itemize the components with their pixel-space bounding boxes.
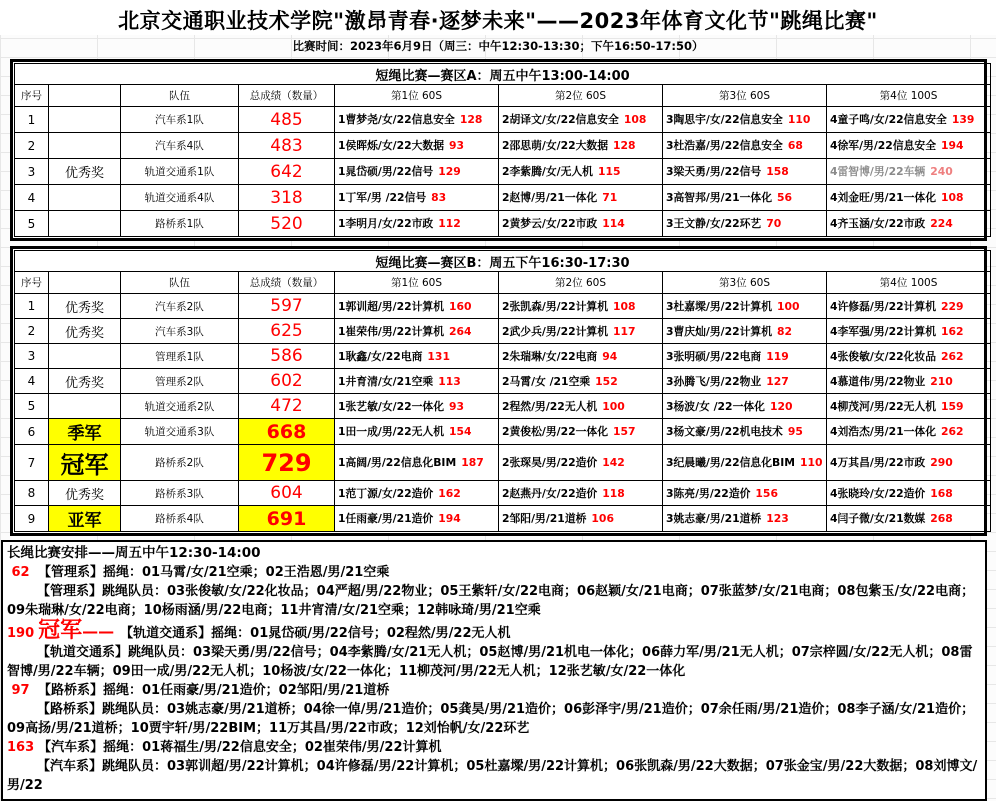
player-name: 3杜浩嘉/男/22信息安全: [666, 139, 783, 152]
player-result-cell: [827, 294, 991, 319]
column-header: 第2位 60S: [499, 272, 663, 294]
player-name: 4齐玉涵/女/22市政: [830, 217, 926, 230]
player-count: 262: [941, 425, 964, 438]
sequence-cell: 1: [15, 294, 49, 319]
column-header: 第1位 60S: [335, 272, 499, 294]
player-name: 3王文静/女/22环艺: [666, 217, 762, 230]
player-count: 162: [941, 324, 964, 338]
player-result-cell: [663, 159, 827, 185]
column-header: 队伍: [121, 272, 239, 294]
player-name: 2胡译文/女/22信息安全: [502, 113, 619, 126]
player-result-cell: [499, 344, 663, 369]
player-count: 262: [941, 349, 964, 363]
team-name-cell: 路桥系4队: [121, 506, 239, 532]
sequence-cell: 2: [15, 133, 49, 159]
player-result-cell: [335, 133, 499, 159]
section-score: 62: [11, 565, 30, 580]
player-name: 4童子鸣/女/22信息安全: [830, 113, 947, 126]
player-count: 113: [438, 374, 461, 388]
total-score-cell: 472: [239, 394, 335, 419]
award-cell: 优秀奖: [49, 159, 121, 185]
player-result-cell: [663, 185, 827, 211]
player-result-cell: [827, 344, 991, 369]
player-count: 83: [431, 191, 447, 204]
player-result-cell: [335, 369, 499, 394]
player-name: 4许修磊/男/22计算机: [830, 299, 937, 313]
player-result-cell: [663, 445, 827, 481]
team-name-cell: 汽车系2队: [121, 294, 239, 319]
total-score-cell: 485: [239, 107, 335, 133]
total-score-cell: 602: [239, 369, 335, 394]
player-name: 2邹阳/男/21道桥: [502, 512, 587, 525]
zone-a-table-box: [10, 59, 987, 241]
team-name-cell: 轨道交通系3队: [121, 419, 239, 445]
player-count: 229: [941, 299, 964, 313]
award-cell: 优秀奖: [49, 369, 121, 394]
award-cell: 亚军: [49, 506, 121, 532]
team-name-cell: 管理系1队: [121, 344, 239, 369]
player-count: 264: [449, 324, 472, 338]
player-name: 2张琛昊/男/22造价: [502, 456, 598, 469]
player-count: 112: [438, 217, 461, 230]
award-cell: [49, 344, 121, 369]
player-result-cell: [499, 445, 663, 481]
rope-turners-line: [7, 738, 981, 757]
total-score-cell: 597: [239, 294, 335, 319]
player-name: 1李明月/女/22市政: [338, 217, 434, 230]
player-count: 108: [941, 191, 964, 204]
player-name: 1晁岱硕/男/22信号: [338, 165, 434, 178]
player-result-cell: [499, 107, 663, 133]
player-name: 4刘浩杰/男/21一体化: [830, 425, 937, 438]
rope-turners-line: [7, 681, 981, 700]
column-header: 第3位 60S: [663, 272, 827, 294]
player-count: 129: [438, 165, 461, 178]
result-row: [15, 344, 991, 369]
player-result-cell: [499, 419, 663, 445]
team-name-cell: 路桥系2队: [121, 445, 239, 481]
player-result-cell: [827, 133, 991, 159]
sequence-cell: 6: [15, 419, 49, 445]
player-name: 4雷智博/男/22车辆: [830, 165, 926, 178]
player-result-cell: [663, 319, 827, 344]
player-name: 1井育清/女/21空乘: [338, 374, 434, 388]
player-name: 2黄俊松/男/22一体化: [502, 425, 609, 438]
result-row: [15, 394, 991, 419]
sequence-cell: 9: [15, 506, 49, 532]
team-name-cell: 轨道交通系1队: [121, 159, 239, 185]
player-name: 3纪晨曦/男/22信息化BIM: [666, 456, 795, 469]
team-name-cell: 汽车系3队: [121, 319, 239, 344]
sequence-cell: 8: [15, 481, 49, 506]
player-result-cell: [827, 319, 991, 344]
player-name: 3杜嘉墚/男/22计算机: [666, 299, 773, 313]
player-count: 71: [602, 191, 618, 204]
team-name-cell: 路桥系3队: [121, 481, 239, 506]
player-count: 152: [595, 374, 618, 388]
player-result-cell: [663, 133, 827, 159]
sequence-cell: 3: [15, 159, 49, 185]
player-name: 4闫子微/女/21数媒: [830, 512, 926, 525]
player-count: 68: [787, 139, 803, 152]
player-result-cell: [827, 419, 991, 445]
player-name: 3曹庆灿/男/22计算机: [666, 324, 773, 338]
total-score-cell: 586: [239, 344, 335, 369]
player-result-cell: [663, 506, 827, 532]
player-count: 56: [777, 191, 793, 204]
award-cell: 优秀奖: [49, 294, 121, 319]
turners-text: 【路桥系】摇绳：01任雨豪/男/21造价；02邹阳/男/21道桥: [38, 683, 390, 698]
player-result-cell: [335, 394, 499, 419]
player-count: 128: [459, 113, 483, 126]
player-name: 2赵燕丹/女/22造价: [502, 486, 598, 500]
player-count: 95: [787, 425, 803, 438]
player-count: 162: [438, 486, 461, 500]
rope-turners-line: [7, 563, 981, 582]
turners-text: 【汽车系】摇绳：01蒋福生/男/22信息安全；02崔荣伟/男/22计算机: [38, 740, 442, 755]
player-name: 2黄梦云/女/22市政: [502, 217, 598, 230]
player-count: 128: [613, 139, 636, 152]
player-name: 4刘金旺/男/21一体化: [830, 191, 937, 204]
jumpers-text: 【汽车系】跳绳队员：03郭训超/男/22计算机；04许修磊/男/22计算机；05杜嘉墚/男/22计算机；06张凯森/男/22大数据；07张金宝/男/22大数据；08刘博文/男/22: [7, 759, 978, 793]
sequence-cell: 4: [15, 185, 49, 211]
player-count: 108: [623, 113, 647, 126]
player-count: 114: [602, 217, 625, 230]
player-result-cell: [335, 319, 499, 344]
column-header: [49, 272, 121, 294]
result-row: [15, 481, 991, 506]
player-count: 160: [449, 299, 472, 313]
long-rope-section: [7, 681, 981, 738]
player-count: 268: [930, 512, 953, 525]
total-score-cell: 668: [239, 419, 335, 445]
team-name-cell: 汽车系4队: [121, 133, 239, 159]
player-count: 100: [602, 399, 625, 413]
column-header: 第2位 60S: [499, 85, 663, 107]
player-name: 4徐军/男/22信息安全: [830, 139, 937, 152]
total-score-cell: 520: [239, 211, 335, 237]
player-count: 70: [766, 217, 782, 230]
player-result-cell: [499, 394, 663, 419]
column-header: 总成绩（数量）: [239, 85, 335, 107]
player-count: 119: [766, 349, 789, 363]
team-name-cell: 轨道交通系4队: [121, 185, 239, 211]
player-name: 2朱瑞琳/女/22电商: [502, 349, 598, 363]
player-result-cell: [663, 211, 827, 237]
award-cell: [49, 394, 121, 419]
turners-text: 【管理系】摇绳：01马霄/女/21空乘；02王浩恩/男/21空乘: [38, 565, 390, 580]
player-result-cell: [827, 481, 991, 506]
player-name: 3陈亮/男/22造价: [666, 486, 751, 500]
zone-a-results-table: [14, 63, 991, 237]
player-name: 4柳茂河/男/22无人机: [830, 399, 937, 413]
player-result-cell: [499, 159, 663, 185]
total-score-cell: 318: [239, 185, 335, 211]
player-name: 4张俊敏/女/22化妆品: [830, 349, 937, 363]
player-name: 1崔荣伟/男/22计算机: [338, 324, 445, 338]
player-result-cell: [827, 506, 991, 532]
player-result-cell: [663, 369, 827, 394]
player-count: 142: [602, 456, 625, 469]
player-name: 1高阔/男/22信息化BIM: [338, 456, 457, 469]
player-result-cell: [499, 211, 663, 237]
player-result-cell: [335, 506, 499, 532]
player-name: 4李军强/男/22计算机: [830, 324, 937, 338]
page-title: 北京交通职业技术学院"激昂青春·逐梦未来"——2023年体育文化节"跳绳比赛": [0, 0, 996, 35]
long-rope-section: [7, 738, 981, 795]
player-result-cell: [827, 211, 991, 237]
player-name: 2李紫腾/女/无人机: [502, 165, 593, 178]
award-cell: [49, 211, 121, 237]
player-result-cell: [663, 107, 827, 133]
player-name: 2赵博/男/21一体化: [502, 191, 598, 204]
player-count: 158: [766, 165, 789, 178]
sequence-cell: 4: [15, 369, 49, 394]
player-result-cell: [335, 185, 499, 211]
player-count: 131: [427, 349, 450, 363]
sequence-cell: 7: [15, 445, 49, 481]
player-result-cell: [663, 394, 827, 419]
player-result-cell: [499, 185, 663, 211]
column-header: 总成绩（数量）: [239, 272, 335, 294]
sequence-cell: 5: [15, 394, 49, 419]
total-score-cell: 642: [239, 159, 335, 185]
player-name: 3姚志豪/男/21道桥: [666, 512, 762, 525]
player-result-cell: [663, 344, 827, 369]
player-result-cell: [335, 481, 499, 506]
player-count: 156: [755, 486, 778, 500]
award-cell: [49, 107, 121, 133]
column-header: 第4位 100S: [827, 272, 991, 294]
team-name-cell: 汽车系1队: [121, 107, 239, 133]
player-name: 2邵思萌/女/22大数据: [502, 139, 609, 152]
result-row: [15, 211, 991, 237]
player-count: 100: [777, 299, 800, 313]
player-count: 120: [769, 399, 793, 413]
team-name-cell: 轨道交通系2队: [121, 394, 239, 419]
player-count: 187: [461, 456, 484, 469]
player-name: 1曹梦尧/女/22信息安全: [338, 113, 455, 126]
table-section-title: 短绳比赛—赛区A：周五中午13:00-14:00: [15, 64, 991, 85]
player-result-cell: [335, 211, 499, 237]
player-count: 117: [613, 324, 636, 338]
player-count: 123: [766, 512, 789, 525]
rope-turners-line: [7, 620, 981, 643]
result-row: [15, 506, 991, 532]
team-name-cell: 管理系2队: [121, 369, 239, 394]
zone-b-table-box: [10, 246, 987, 536]
player-name: 1郭训超/男/22计算机: [338, 299, 445, 313]
player-result-cell: [827, 369, 991, 394]
sequence-cell: 1: [15, 107, 49, 133]
player-count: 115: [597, 165, 621, 178]
player-result-cell: [663, 481, 827, 506]
result-row: [15, 445, 991, 481]
player-result-cell: [335, 419, 499, 445]
player-name: 3杨文豪/男/22机电技术: [666, 425, 783, 438]
player-name: 4慕道伟/男/22物业: [830, 374, 926, 388]
player-count: 194: [941, 139, 964, 152]
result-row: [15, 185, 991, 211]
column-header: 第1位 60S: [335, 85, 499, 107]
jumpers-text: 【管理系】跳绳队员：03张俊敏/女/22化妆品；04严超/男/22物业；05王紫轩/女/22电商；06赵颖/女/21电商；07张蓝梦/女/21电商；08包紫玉/女/22电商；09朱瑞琳/女/22电商；10杨雨涵/男/22电商；11井宵清/女/21空乘；12韩咏琦/男/21空乘: [7, 584, 975, 618]
player-result-cell: [827, 394, 991, 419]
player-name: 1任雨豪/男/21造价: [338, 512, 434, 525]
player-result-cell: [335, 445, 499, 481]
total-score-cell: 729: [239, 445, 335, 481]
player-result-cell: [335, 107, 499, 133]
total-score-cell: 691: [239, 506, 335, 532]
result-row: [15, 419, 991, 445]
player-count: 127: [766, 374, 789, 388]
player-count: 93: [449, 139, 465, 152]
player-result-cell: [499, 294, 663, 319]
player-count: 168: [930, 486, 953, 500]
player-name: 1田一成/男/22无人机: [338, 425, 445, 438]
player-result-cell: [335, 294, 499, 319]
turners-text: 【轨道交通系】摇绳：01晁岱硕/男/22信号；02程然/男/22无人机: [120, 626, 511, 641]
player-result-cell: [499, 319, 663, 344]
player-name: 1丁军/男 /22信号: [338, 191, 427, 204]
result-row: [15, 159, 991, 185]
player-result-cell: [335, 344, 499, 369]
zone-b-results-table: [14, 250, 991, 532]
section-score: 97: [11, 683, 30, 698]
player-name: 3高智邦/男/21一体化: [666, 191, 773, 204]
champion-label: 冠军: [38, 618, 83, 643]
player-name: 1侯晖烁/女/22大数据: [338, 139, 445, 152]
column-header: 序号: [15, 85, 49, 107]
column-header: 序号: [15, 272, 49, 294]
player-name: 2程然/男/22无人机: [502, 399, 598, 413]
long-rope-schedule-box: [1, 540, 987, 801]
player-name: 3张明硕/男/22电商: [666, 349, 762, 363]
result-row: [15, 319, 991, 344]
player-count: 94: [602, 349, 618, 363]
player-result-cell: [827, 445, 991, 481]
player-result-cell: [499, 506, 663, 532]
player-name: 2张凯森/男/22计算机: [502, 299, 609, 313]
team-name-cell: 路桥系1队: [121, 211, 239, 237]
player-result-cell: [499, 133, 663, 159]
section-score: 163: [7, 740, 35, 755]
player-result-cell: [827, 185, 991, 211]
result-row: [15, 294, 991, 319]
total-score-cell: 625: [239, 319, 335, 344]
long-rope-title: 长绳比赛安排——周五中午12:30-14:00: [7, 545, 261, 561]
column-header: 第4位 100S: [827, 85, 991, 107]
player-count: 290: [930, 456, 953, 469]
player-name: 3孙腾飞/男/22物业: [666, 374, 762, 388]
player-count: 154: [449, 425, 472, 438]
player-count: 194: [438, 512, 461, 525]
player-count: 240: [930, 165, 953, 178]
player-name: 3梁天勇/男/22信号: [666, 165, 762, 178]
player-count: 159: [941, 399, 964, 413]
award-cell: 季军: [49, 419, 121, 445]
player-count: 118: [602, 486, 625, 500]
player-count: 110: [800, 456, 823, 469]
player-count: 82: [777, 324, 793, 338]
player-count: 110: [787, 113, 811, 126]
award-cell: 优秀奖: [49, 319, 121, 344]
award-cell: [49, 185, 121, 211]
player-name: 3杨波/女 /22一体化: [666, 399, 765, 413]
player-count: 106: [591, 512, 614, 525]
award-cell: [49, 133, 121, 159]
column-header: 第3位 60S: [663, 85, 827, 107]
sequence-cell: 2: [15, 319, 49, 344]
player-name: 1范丁源/女/22造价: [338, 486, 434, 500]
player-count: 210: [930, 374, 953, 388]
sequence-cell: 3: [15, 344, 49, 369]
jumpers-text: 【路桥系】跳绳队员：03姚志豪/男/21道桥；04徐一倬/男/21造价；05龚昊/男/21造价；06彭泽宇/男/21造价；07余任雨/男/21造价；08李子涵/女/21造价；09高扬/男/21道桥；10贾宇轩/男/22BIM；11万其昌/男/22市政；12刘怡帆/女/22环艺: [7, 702, 975, 736]
result-row: [15, 107, 991, 133]
award-cell: 优秀奖: [49, 481, 121, 506]
player-name: 2马霄/女 /21空乘: [502, 374, 591, 388]
player-name: 4张晓玲/女/22造价: [830, 486, 926, 500]
player-result-cell: [663, 419, 827, 445]
player-name: 2武少兵/男/22计算机: [502, 324, 609, 338]
player-result-cell: [499, 481, 663, 506]
total-score-cell: 604: [239, 481, 335, 506]
competition-time-subtitle: 比赛时间：2023年6月9日（周三：中午12:30-13:30；下午16:50-17:50）: [292, 39, 704, 53]
award-cell: 冠军: [49, 445, 121, 481]
player-result-cell: [499, 369, 663, 394]
player-count: 93: [449, 399, 465, 413]
player-count: 224: [930, 217, 953, 230]
player-count: 157: [613, 425, 636, 438]
long-rope-section: [7, 563, 981, 620]
player-name: 1耿鑫/女/22电商: [338, 349, 423, 363]
player-count: 108: [613, 299, 636, 313]
total-score-cell: 483: [239, 133, 335, 159]
player-name: 3陶思宇/女/22信息安全: [666, 113, 783, 126]
section-score: 190: [7, 626, 35, 641]
player-result-cell: [663, 294, 827, 319]
long-rope-section: [7, 620, 981, 681]
sequence-cell: 5: [15, 211, 49, 237]
column-header: 队伍: [121, 85, 239, 107]
player-result-cell: [827, 159, 991, 185]
player-result-cell: [827, 107, 991, 133]
result-row: [15, 369, 991, 394]
result-row: [15, 133, 991, 159]
champion-dash: ——: [82, 622, 115, 641]
table-section-title: 短绳比赛—赛区B：周五下午16:30-17:30: [15, 251, 991, 272]
player-name: 1张艺敏/女/22一体化: [338, 399, 445, 413]
player-result-cell: [335, 159, 499, 185]
player-count: 139: [951, 113, 975, 126]
jumpers-text: 【轨道交通系】跳绳队员：03梁天勇/男/22信号；04李紫腾/女/21无人机；05赵博/男/21机电一体化；06薛力军/男/21无人机；07宗梓圆/女/22无人机；08雷智博/男/22车辆；09田一成/男/22无人机；10杨波/女/22一体化；11柳茂河/男/22无人机；12张艺敏/女/22一体化: [7, 645, 973, 679]
player-name: 4万其昌/男/22市政: [830, 456, 926, 469]
column-header: [49, 85, 121, 107]
